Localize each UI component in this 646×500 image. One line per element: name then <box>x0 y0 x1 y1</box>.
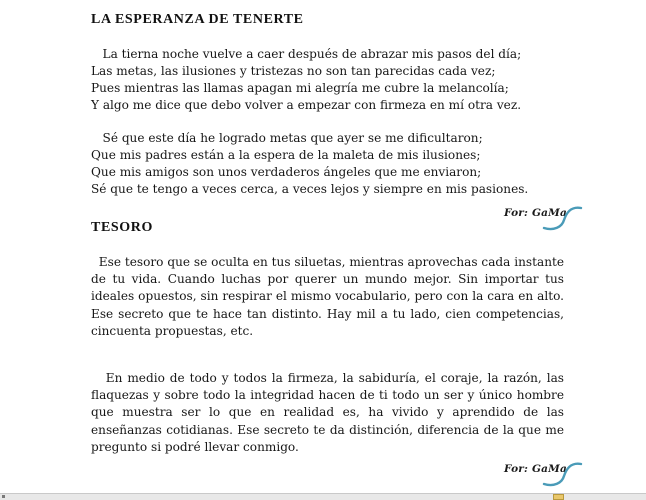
poem1-stanza1-line-3: Pues mientras las llamas apagan mi alegría me cubre la melancolía; <box>91 81 509 95</box>
scroll-thumb[interactable] <box>553 494 564 500</box>
scroll-left-arrow-icon[interactable] <box>2 495 5 498</box>
poem1-stanza-1 <box>91 46 566 114</box>
swoosh-icon <box>540 204 584 234</box>
poem1-stanza2-line-4: Sé que te tengo a veces cerca, a veces lejos y siempre en mis pasiones. <box>91 182 529 196</box>
poem1-stanza-2 <box>91 130 566 198</box>
poem2-signature: For: GaMa <box>504 463 567 475</box>
poem1-stanza2-line-3: Que mis amigos son unos verdaderos ángeles que me enviaron; <box>91 165 482 179</box>
poem1-stanza1-line-2: Las metas, las ilusiones y tristezas no son tan parecidas cada vez; <box>91 64 496 78</box>
poem1-stanza1-line-1: La tierna noche vuelve a caer después de abrazar mis pasos del día; <box>91 47 522 61</box>
poem1-signature: For: GaMa <box>504 207 567 219</box>
swoosh-icon <box>540 460 584 490</box>
poem1-stanza2-line-2: Que mis padres están a la espera de la maleta de mis ilusiones; <box>91 148 481 162</box>
poem2-paragraph-1: Ese tesoro que se oculta en tus siluetas, mientras aprovechas cada instante de tu vida. Cuando luchas por querer un mundo mejor. Sin importar tus ideales opuestos, sin respirar el mismo vocabulario, pero con la cara en alto. Ese secreto que te hace tan distinto. Hay mil a tu lado, cien competencias, cincuenta propuestas, etc. <box>91 255 568 338</box>
poem1-stanza2-line-1: Sé que este día he logrado metas que ayer se me dificultaron; <box>91 131 483 145</box>
poem2-paragraph-2: En medio de todo y todos la firmeza, la sabiduría, el coraje, la razón, las flaquezas y sobre todo la integridad hacen de ti todo un ser y único hombre que muestra ser lo que en realidad es, ha vivido y aprendido de las enseñanzas cotidianas. Ese secreto te da distinción, diferencia de la que me pregunto si podré llevar conmigo. <box>91 371 568 454</box>
poem-title-tesoro: TESORO <box>91 220 153 235</box>
poem1-stanza1-line-4: Y algo me dice que debo volver a empezar con firmeza en mí otra vez. <box>91 98 522 112</box>
poem-title-esperanza: LA ESPERANZA DE TENERTE <box>91 12 304 27</box>
